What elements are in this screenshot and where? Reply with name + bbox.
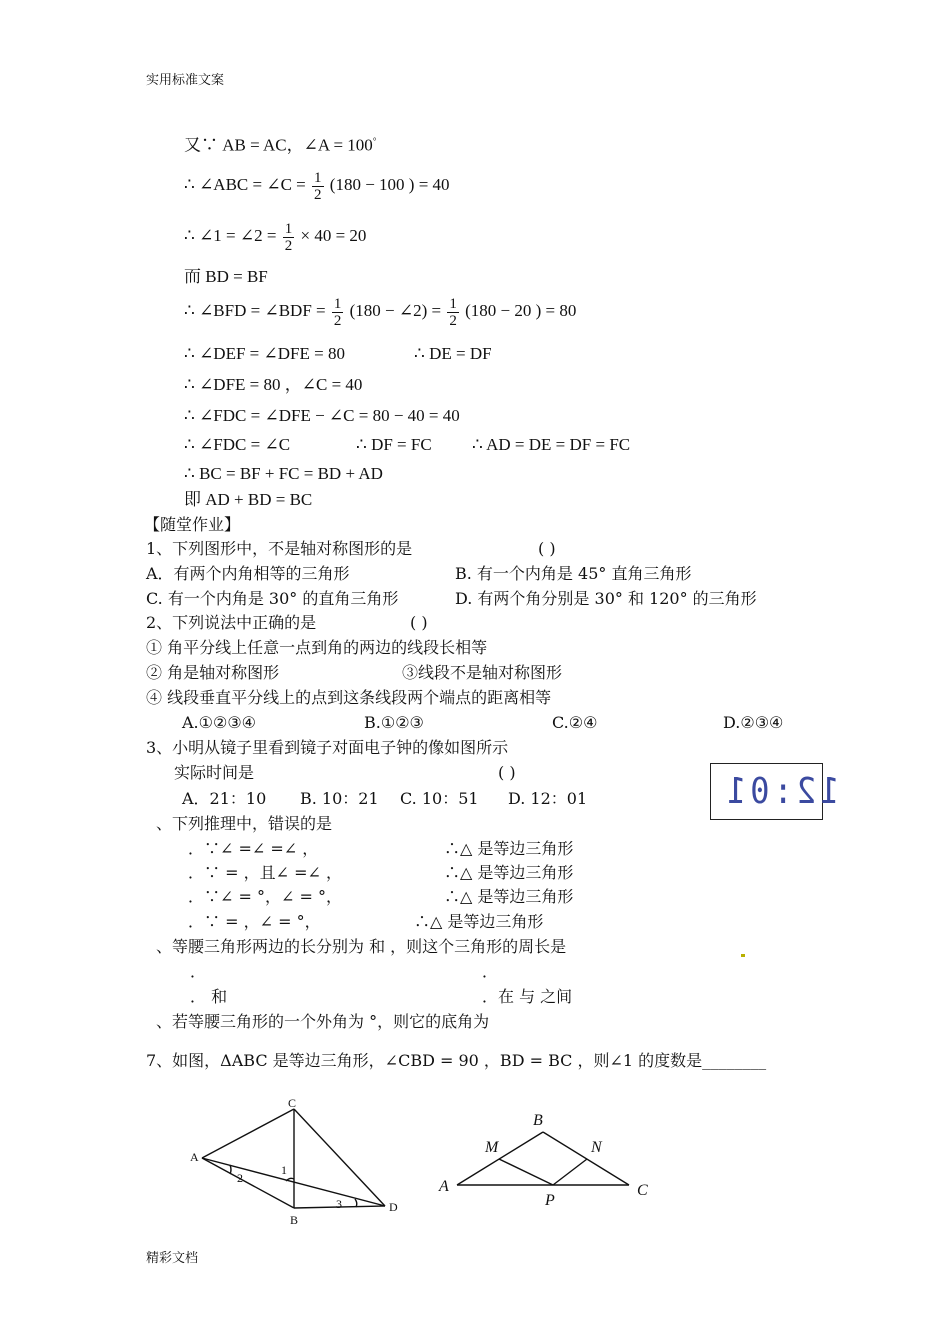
- segment-mp: [499, 1159, 553, 1185]
- proof-line-11: 即 AD + BD = BC: [184, 490, 313, 509]
- label-p: P: [545, 1192, 555, 1209]
- clock-digits: 12:01: [723, 770, 840, 812]
- q5-option-a: ．: [190, 962, 207, 981]
- section-title: 【随堂作业】: [144, 515, 241, 534]
- proof-line-10: ∴ BC = BF + FC = BD + AD: [184, 464, 383, 483]
- label-b: B: [290, 1213, 299, 1227]
- q4-reason-1: ．∵∠ =∠ =∠ ，: [188, 839, 319, 858]
- fraction-half: $\frac{1}{2}$: [314, 169, 322, 203]
- proof-line-6b: ∴ DE = DF: [414, 344, 492, 363]
- q3-option-b: B. 10：21: [300, 789, 379, 808]
- q3-option-c: C. 10：51: [400, 789, 479, 808]
- label-c: C: [637, 1182, 648, 1199]
- proof-line-9a: ∴ ∠FDC = ∠C: [184, 435, 291, 454]
- q4-stem: 、下列推理中，错误的是: [156, 814, 333, 833]
- q2-statement-3: ③线段不是轴对称图形: [402, 663, 563, 682]
- segment-bc: [543, 1132, 629, 1185]
- proof-line-9b: ∴ DF = FC: [356, 435, 432, 454]
- mirrored-clock-figure: [710, 763, 840, 820]
- label-a: A: [439, 1178, 449, 1195]
- q3-stem: 3、小明从镜子里看到镜子对面电子钟的像如图所示: [146, 738, 509, 757]
- segment-cd: [294, 1109, 385, 1206]
- q1-option-a: A．有两个内角相等的三角形: [146, 564, 350, 583]
- figure-triangle-abcd: [180, 1095, 410, 1235]
- label-b: B: [533, 1112, 543, 1129]
- q4-conclusion-3: ∴△ 是等边三角形: [444, 887, 574, 906]
- label-angle-3: 3: [336, 1197, 342, 1211]
- q4-conclusion-4: ∴△ 是等边三角形: [414, 912, 544, 931]
- q3-stem-2: 实际时间是: [174, 763, 255, 782]
- q2-option-b: B.①②③: [364, 713, 424, 732]
- fraction-half: $\frac{1}{2}$: [284, 220, 293, 254]
- angle-arc-2: [230, 1165, 231, 1174]
- page-header: 实用标准文案: [146, 73, 225, 88]
- proof-line-9c: ∴ AD = DE = DF = FC: [472, 435, 631, 454]
- label-angle-1: 1: [281, 1163, 287, 1177]
- q7-stem: 7、如图，ΔABC 是等边三角形，∠CBD = 90 ，BD = BC ，则∠1 的度数是________: [146, 1051, 767, 1070]
- q2-stem: 2、下列说法中正确的是: [146, 613, 317, 632]
- q5-option-d: ．在 与 之间: [482, 987, 573, 1006]
- proof-line-8: ∴ ∠FDC = ∠DFE − ∠C = 80 − 40 = 40: [184, 406, 460, 425]
- q4-reason-2: ．∵ = ，且∠ =∠ ，: [188, 863, 342, 882]
- q1-option-d: D. 有两个角分别是 30° 和 120° 的三角形: [455, 589, 757, 608]
- label-c: C: [288, 1096, 297, 1110]
- proof-line-2: ∴ ∠ABC = ∠C = $\frac{1}{2}$ (180 − 100 ) = 40: [184, 169, 450, 203]
- q2-statement-2: ② 角是轴对称图形: [146, 663, 280, 682]
- label-m: M: [485, 1139, 499, 1156]
- q1-answer-paren: ( ): [538, 539, 556, 558]
- proof-line-5: ∴ ∠BFD = ∠BDF = $\frac{1}{2}$ (180 − ∠2) = $\frac{1}{2}$ (180 − 20 ) = 80: [184, 295, 577, 329]
- fraction-half: $\frac{1}{2}$: [449, 295, 457, 329]
- proof-line-1: 又∵ AB = AC，∠A = 100°: [184, 135, 377, 155]
- q1-stem: 1、下列图形中，不是轴对称图形的是: [146, 539, 413, 558]
- label-d: D: [389, 1200, 398, 1214]
- q2-statement-1: ① 角平分线上任意一点到角的两边的线段长相等: [146, 638, 488, 657]
- q6-stem: 、若等腰三角形的一个外角为 °，则它的底角为: [156, 1012, 490, 1031]
- q5-option-c: ． 和: [190, 987, 228, 1006]
- q3-answer-paren: ( ): [498, 763, 516, 782]
- q2-option-a: A.①②③④: [182, 713, 257, 732]
- stray-mark: [741, 954, 745, 957]
- fraction-half: $\frac{1}{2}$: [333, 295, 342, 329]
- segment-ca: [202, 1109, 294, 1158]
- label-n: N: [591, 1139, 602, 1156]
- q5-option-b: ．: [482, 962, 499, 981]
- q3-option-a: A．21：10: [182, 789, 267, 808]
- segment-pn: [553, 1159, 587, 1185]
- q4-reason-4: ．∵ = ，∠ = °，: [188, 912, 321, 931]
- angle-arc-3: [355, 1199, 357, 1207]
- q2-statement-4: ④ 线段垂直平分线上的点到这条线段两个端点的距离相等: [146, 688, 552, 707]
- q2-answer-paren: ( ): [410, 613, 428, 632]
- q4-conclusion-1: ∴△ 是等边三角形: [444, 839, 574, 858]
- proof-line-4: 而 BD = BF: [184, 267, 268, 286]
- proof-line-3: ∴ ∠1 = ∠2 = $\frac{1}{2}$ × 40 = 20: [184, 220, 367, 254]
- figure-triangle-abc-mnp: [435, 1105, 660, 1210]
- q1-option-c: C. 有一个内角是 30° 的直角三角形: [146, 589, 399, 608]
- proof-line-6a: ∴ ∠DEF = ∠DFE = 80: [184, 344, 345, 363]
- label-a: A: [190, 1150, 199, 1164]
- q2-option-c: C.②④: [552, 713, 598, 732]
- q5-stem: 、等腰三角形两边的长分别为 和 ，则这个三角形的周长是: [156, 937, 567, 956]
- proof-line-7: ∴ ∠DFE = 80 ，∠C = 40: [184, 375, 363, 394]
- q1-option-b: B. 有一个内角是 45° 直角三角形: [455, 564, 692, 583]
- page-footer: 精彩文档: [146, 1251, 199, 1266]
- q2-option-d: D.②③④: [723, 713, 784, 732]
- q3-option-d: D. 12：01: [508, 789, 588, 808]
- q4-conclusion-2: ∴△ 是等边三角形: [444, 863, 574, 882]
- label-angle-2: 2: [237, 1171, 243, 1185]
- segment-ab: [457, 1132, 543, 1185]
- q4-reason-3: ．∵∠ = °，∠ = °，: [188, 887, 342, 906]
